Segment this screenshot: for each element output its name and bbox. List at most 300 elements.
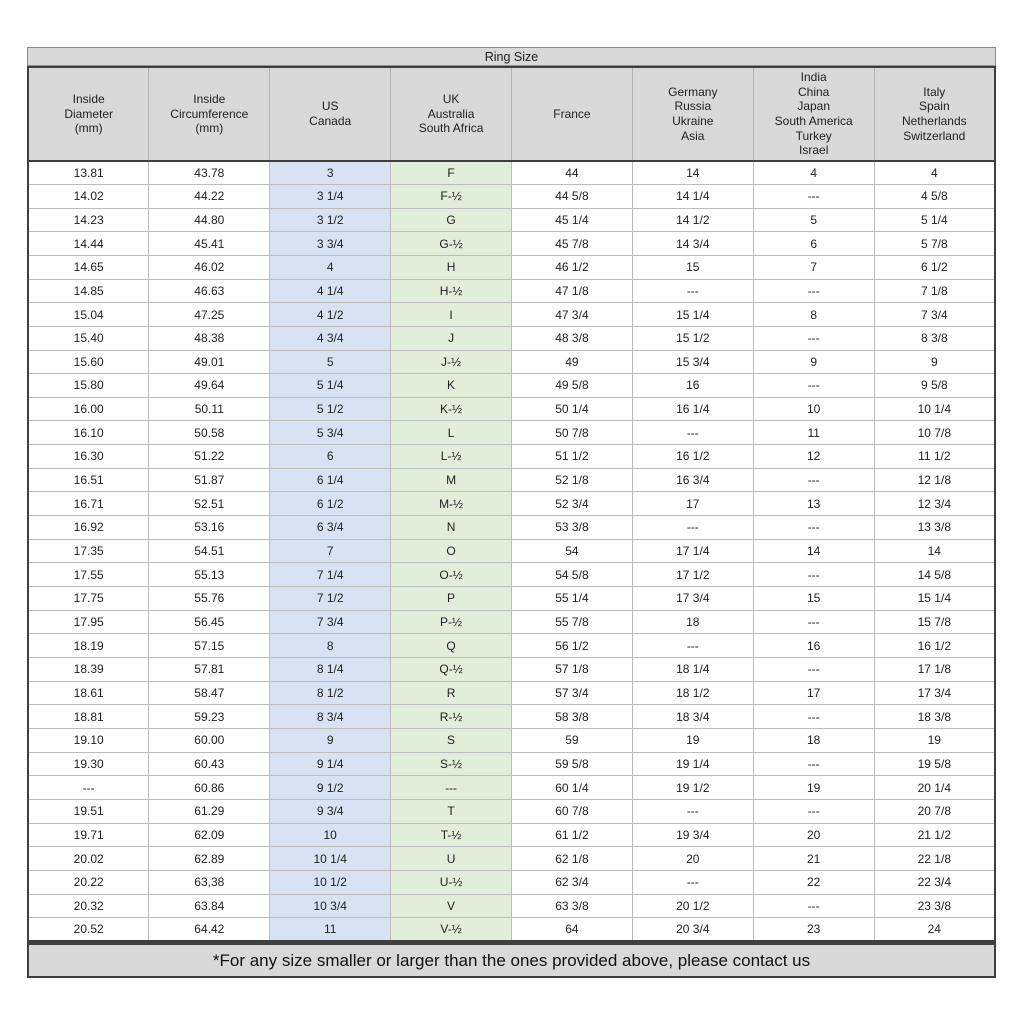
cell-germany-russia-ukraine-asia: 17 1/4 (632, 539, 753, 563)
cell-inside-circumference: 46.02 (149, 255, 270, 279)
cell-uk-australia-south-africa: M-½ (391, 492, 512, 516)
cell-inside-circumference: 50.11 (149, 397, 270, 421)
cell-us-canada: 9 1/2 (270, 776, 391, 800)
cell-inside-circumference: 60.43 (149, 752, 270, 776)
cell-inside-circumference: 58.47 (149, 681, 270, 705)
cell-inside-diameter: 20.52 (28, 918, 149, 942)
cell-inside-diameter: 18.81 (28, 705, 149, 729)
cell-inside-circumference: 49.64 (149, 374, 270, 398)
cell-italy-spain-netherlands-switzerland: 7 1/8 (874, 279, 995, 303)
cell-germany-russia-ukraine-asia: --- (632, 799, 753, 823)
cell-india-china-japan-south-america-turkey-israel: --- (753, 563, 874, 587)
cell-india-china-japan-south-america-turkey-israel: --- (753, 326, 874, 350)
cell-germany-russia-ukraine-asia: 20 1/2 (632, 894, 753, 918)
cell-inside-circumference: 48.38 (149, 326, 270, 350)
cell-india-china-japan-south-america-turkey-israel: 9 (753, 350, 874, 374)
cell-italy-spain-netherlands-switzerland: 13 3/8 (874, 516, 995, 540)
column-header-line: France (553, 106, 591, 121)
cell-italy-spain-netherlands-switzerland: 10 7/8 (874, 421, 995, 445)
cell-uk-australia-south-africa: H (391, 255, 512, 279)
cell-us-canada: 8 (270, 634, 391, 658)
cell-inside-circumference: 64.42 (149, 918, 270, 942)
cell-germany-russia-ukraine-asia: 14 (632, 161, 753, 185)
column-header-line: US (321, 99, 339, 114)
cell-uk-australia-south-africa: P-½ (391, 610, 512, 634)
table-row (28, 729, 995, 753)
cell-uk-australia-south-africa: R-½ (391, 705, 512, 729)
cell-germany-russia-ukraine-asia: 15 3/4 (632, 350, 753, 374)
cell-france: 49 5/8 (512, 374, 633, 398)
cell-italy-spain-netherlands-switzerland: 14 (874, 539, 995, 563)
table-row (28, 634, 995, 658)
cell-us-canada: 8 1/4 (270, 658, 391, 682)
column-header-line: Inside (193, 91, 226, 106)
cell-uk-australia-south-africa: Q (391, 634, 512, 658)
table-row (28, 658, 995, 682)
cell-india-china-japan-south-america-turkey-israel: 19 (753, 776, 874, 800)
cell-germany-russia-ukraine-asia: 18 1/2 (632, 681, 753, 705)
cell-france: 45 1/4 (512, 208, 633, 232)
cell-italy-spain-netherlands-switzerland: 21 1/2 (874, 823, 995, 847)
cell-italy-spain-netherlands-switzerland: 4 (874, 161, 995, 185)
cell-inside-circumference: 55.13 (149, 563, 270, 587)
cell-germany-russia-ukraine-asia: 18 1/4 (632, 658, 753, 682)
cell-india-china-japan-south-america-turkey-israel: --- (753, 516, 874, 540)
cell-us-canada: 5 1/4 (270, 374, 391, 398)
cell-inside-diameter: 19.10 (28, 729, 149, 753)
column-header-line: Spain (918, 99, 950, 114)
column-header-line: Canada (309, 113, 352, 128)
column-header-line: India (800, 70, 827, 84)
cell-india-china-japan-south-america-turkey-israel: 5 (753, 208, 874, 232)
cell-inside-diameter: 17.95 (28, 610, 149, 634)
cell-inside-circumference: 63,38 (149, 870, 270, 894)
cell-italy-spain-netherlands-switzerland: 5 1/4 (874, 208, 995, 232)
table-row (28, 232, 995, 256)
cell-inside-diameter: 15.40 (28, 326, 149, 350)
cell-uk-australia-south-africa: M (391, 468, 512, 492)
cell-france: 49 (512, 350, 633, 374)
cell-uk-australia-south-africa: H-½ (391, 279, 512, 303)
cell-inside-diameter: 18.19 (28, 634, 149, 658)
cell-italy-spain-netherlands-switzerland: 12 3/4 (874, 492, 995, 516)
cell-inside-diameter: 20.22 (28, 870, 149, 894)
cell-us-canada: 10 3/4 (270, 894, 391, 918)
cell-us-canada: 6 1/4 (270, 468, 391, 492)
table-row (28, 161, 995, 185)
cell-inside-diameter: 15.80 (28, 374, 149, 398)
cell-us-canada: 9 (270, 729, 391, 753)
cell-us-canada: 9 3/4 (270, 799, 391, 823)
cell-india-china-japan-south-america-turkey-israel: 22 (753, 870, 874, 894)
cell-inside-diameter: 19.51 (28, 799, 149, 823)
column-header-us-canada (270, 67, 391, 161)
cell-india-china-japan-south-america-turkey-israel: 10 (753, 397, 874, 421)
cell-france: 46 1/2 (512, 255, 633, 279)
table-row (28, 184, 995, 208)
cell-italy-spain-netherlands-switzerland: 14 5/8 (874, 563, 995, 587)
column-header-line: Diameter (64, 106, 114, 121)
cell-us-canada: 4 1/4 (270, 279, 391, 303)
cell-france: 48 3/8 (512, 326, 633, 350)
cell-germany-russia-ukraine-asia: --- (632, 279, 753, 303)
cell-uk-australia-south-africa: V (391, 894, 512, 918)
table-row (28, 350, 995, 374)
cell-uk-australia-south-africa: L-½ (391, 445, 512, 469)
column-header-line: Israel (799, 143, 829, 158)
cell-inside-diameter: 14.65 (28, 255, 149, 279)
column-header-uk-australia-south-africa (391, 67, 512, 161)
cell-india-china-japan-south-america-turkey-israel: 4 (753, 161, 874, 185)
cell-india-china-japan-south-america-turkey-israel: 7 (753, 255, 874, 279)
cell-france: 60 7/8 (512, 799, 633, 823)
cell-inside-circumference: 44.22 (149, 184, 270, 208)
cell-france: 45 7/8 (512, 232, 633, 256)
cell-us-canada: 8 3/4 (270, 705, 391, 729)
footer-note-bar (27, 942, 996, 978)
cell-uk-australia-south-africa: O (391, 539, 512, 563)
table-header (28, 67, 995, 161)
cell-us-canada: 6 (270, 445, 391, 469)
cell-germany-russia-ukraine-asia: 16 3/4 (632, 468, 753, 492)
cell-india-china-japan-south-america-turkey-israel: --- (753, 184, 874, 208)
cell-italy-spain-netherlands-switzerland: 22 1/8 (874, 847, 995, 871)
cell-inside-diameter: 14.02 (28, 184, 149, 208)
cell-inside-circumference: 56.45 (149, 610, 270, 634)
cell-inside-diameter: 16.30 (28, 445, 149, 469)
cell-germany-russia-ukraine-asia: 19 3/4 (632, 823, 753, 847)
cell-uk-australia-south-africa: R (391, 681, 512, 705)
cell-us-canada: 6 1/2 (270, 492, 391, 516)
cell-inside-circumference: 61.29 (149, 799, 270, 823)
chart-title-bar (27, 47, 996, 66)
cell-france: 44 5/8 (512, 184, 633, 208)
cell-italy-spain-netherlands-switzerland: 6 1/2 (874, 255, 995, 279)
table-row (28, 303, 995, 327)
cell-france: 54 (512, 539, 633, 563)
table-row (28, 752, 995, 776)
cell-uk-australia-south-africa: I (391, 303, 512, 327)
cell-us-canada: 7 (270, 539, 391, 563)
cell-france: 56 1/2 (512, 634, 633, 658)
cell-india-china-japan-south-america-turkey-israel: --- (753, 658, 874, 682)
cell-france: 60 1/4 (512, 776, 633, 800)
table-row (28, 397, 995, 421)
cell-india-china-japan-south-america-turkey-israel: --- (753, 705, 874, 729)
cell-germany-russia-ukraine-asia: 19 (632, 729, 753, 753)
table-row (28, 610, 995, 634)
cell-india-china-japan-south-america-turkey-israel: 15 (753, 587, 874, 611)
cell-inside-diameter: 19.30 (28, 752, 149, 776)
cell-inside-circumference: 57.81 (149, 658, 270, 682)
cell-germany-russia-ukraine-asia: 19 1/2 (632, 776, 753, 800)
cell-us-canada: 11 (270, 918, 391, 942)
cell-italy-spain-netherlands-switzerland: 12 1/8 (874, 468, 995, 492)
cell-uk-australia-south-africa: T-½ (391, 823, 512, 847)
column-header-inside-circumference (149, 67, 270, 161)
table-row (28, 255, 995, 279)
cell-uk-australia-south-africa: O-½ (391, 563, 512, 587)
cell-france: 54 5/8 (512, 563, 633, 587)
cell-uk-australia-south-africa: --- (391, 776, 512, 800)
cell-us-canada: 9 1/4 (270, 752, 391, 776)
cell-germany-russia-ukraine-asia: 20 (632, 847, 753, 871)
cell-france: 44 (512, 161, 633, 185)
cell-india-china-japan-south-america-turkey-israel: 6 (753, 232, 874, 256)
cell-uk-australia-south-africa: N (391, 516, 512, 540)
cell-inside-circumference: 44.80 (149, 208, 270, 232)
column-header-line: Japan (797, 99, 831, 114)
cell-inside-diameter: 16.92 (28, 516, 149, 540)
cell-germany-russia-ukraine-asia: 17 3/4 (632, 587, 753, 611)
cell-italy-spain-netherlands-switzerland: 8 3/8 (874, 326, 995, 350)
cell-india-china-japan-south-america-turkey-israel: --- (753, 279, 874, 303)
column-header-line: South America (774, 113, 853, 128)
cell-italy-spain-netherlands-switzerland: 15 1/4 (874, 587, 995, 611)
column-header-line: Inside (72, 91, 105, 106)
cell-inside-circumference: 53.16 (149, 516, 270, 540)
table-row (28, 539, 995, 563)
cell-uk-australia-south-africa: P (391, 587, 512, 611)
cell-germany-russia-ukraine-asia: --- (632, 516, 753, 540)
cell-india-china-japan-south-america-turkey-israel: 21 (753, 847, 874, 871)
column-header-line: Ukraine (672, 113, 714, 128)
cell-france: 52 1/8 (512, 468, 633, 492)
cell-italy-spain-netherlands-switzerland: 7 3/4 (874, 303, 995, 327)
table-row (28, 776, 995, 800)
ring-size-table (27, 66, 996, 942)
cell-india-china-japan-south-america-turkey-israel: 11 (753, 421, 874, 445)
cell-inside-circumference: 46.63 (149, 279, 270, 303)
cell-france: 55 1/4 (512, 587, 633, 611)
cell-india-china-japan-south-america-turkey-israel: --- (753, 894, 874, 918)
cell-india-china-japan-south-america-turkey-israel: --- (753, 799, 874, 823)
cell-inside-diameter: 19.71 (28, 823, 149, 847)
table-row (28, 563, 995, 587)
cell-italy-spain-netherlands-switzerland: 23 3/8 (874, 894, 995, 918)
cell-france: 57 1/8 (512, 658, 633, 682)
table-row (28, 705, 995, 729)
cell-us-canada: 4 3/4 (270, 326, 391, 350)
cell-germany-russia-ukraine-asia: 14 1/2 (632, 208, 753, 232)
cell-germany-russia-ukraine-asia: --- (632, 421, 753, 445)
footer-note: *For any size smaller or larger than the ones provided above, please contact us (212, 950, 811, 970)
table-row (28, 799, 995, 823)
cell-uk-australia-south-africa: U (391, 847, 512, 871)
cell-inside-diameter: 14.85 (28, 279, 149, 303)
column-header-line: South Africa (418, 121, 484, 136)
cell-germany-russia-ukraine-asia: --- (632, 870, 753, 894)
column-header-line: UK (442, 91, 460, 106)
column-header-france (512, 67, 633, 161)
cell-inside-diameter: 18.39 (28, 658, 149, 682)
cell-inside-diameter: 16.51 (28, 468, 149, 492)
cell-us-canada: 7 1/4 (270, 563, 391, 587)
cell-italy-spain-netherlands-switzerland: 17 1/8 (874, 658, 995, 682)
header-row (28, 67, 995, 161)
table-row (28, 847, 995, 871)
cell-inside-diameter: 17.55 (28, 563, 149, 587)
cell-us-canada: 5 (270, 350, 391, 374)
cell-uk-australia-south-africa: S-½ (391, 752, 512, 776)
cell-italy-spain-netherlands-switzerland: 19 5/8 (874, 752, 995, 776)
cell-germany-russia-ukraine-asia: 15 1/2 (632, 326, 753, 350)
cell-inside-diameter: 13.81 (28, 161, 149, 185)
cell-uk-australia-south-africa: K (391, 374, 512, 398)
cell-france: 50 1/4 (512, 397, 633, 421)
cell-us-canada: 7 3/4 (270, 610, 391, 634)
cell-france: 64 (512, 918, 633, 942)
cell-uk-australia-south-africa: F (391, 161, 512, 185)
table-row (28, 870, 995, 894)
cell-inside-diameter: 17.75 (28, 587, 149, 611)
cell-france: 52 3/4 (512, 492, 633, 516)
cell-uk-australia-south-africa: J-½ (391, 350, 512, 374)
cell-france: 59 (512, 729, 633, 753)
cell-france: 47 1/8 (512, 279, 633, 303)
cell-inside-circumference: 63.84 (149, 894, 270, 918)
cell-india-china-japan-south-america-turkey-israel: --- (753, 752, 874, 776)
cell-uk-australia-south-africa: J (391, 326, 512, 350)
cell-inside-diameter: 15.60 (28, 350, 149, 374)
cell-germany-russia-ukraine-asia: 15 (632, 255, 753, 279)
cell-us-canada: 3 (270, 161, 391, 185)
cell-india-china-japan-south-america-turkey-israel: --- (753, 468, 874, 492)
cell-germany-russia-ukraine-asia: 14 1/4 (632, 184, 753, 208)
cell-india-china-japan-south-america-turkey-israel: 17 (753, 681, 874, 705)
cell-france: 57 3/4 (512, 681, 633, 705)
cell-france: 55 7/8 (512, 610, 633, 634)
cell-india-china-japan-south-america-turkey-israel: --- (753, 374, 874, 398)
cell-uk-australia-south-africa: U-½ (391, 870, 512, 894)
cell-france: 62 3/4 (512, 870, 633, 894)
table-row (28, 326, 995, 350)
column-header-line: Turkey (795, 128, 832, 143)
cell-inside-diameter: 16.00 (28, 397, 149, 421)
cell-us-canada: 10 1/2 (270, 870, 391, 894)
cell-italy-spain-netherlands-switzerland: 11 1/2 (874, 445, 995, 469)
cell-france: 53 3/8 (512, 516, 633, 540)
cell-us-canada: 4 1/2 (270, 303, 391, 327)
column-header-line: China (798, 84, 830, 99)
chart-title: Ring Size (484, 49, 539, 64)
cell-italy-spain-netherlands-switzerland: 10 1/4 (874, 397, 995, 421)
cell-france: 47 3/4 (512, 303, 633, 327)
cell-italy-spain-netherlands-switzerland: 9 5/8 (874, 374, 995, 398)
column-header-line: Germany (668, 84, 718, 99)
cell-france: 51 1/2 (512, 445, 633, 469)
cell-inside-diameter: 14.44 (28, 232, 149, 256)
cell-india-china-japan-south-america-turkey-israel: 13 (753, 492, 874, 516)
cell-italy-spain-netherlands-switzerland: 4 5/8 (874, 184, 995, 208)
cell-us-canada: 5 3/4 (270, 421, 391, 445)
cell-uk-australia-south-africa: T (391, 799, 512, 823)
cell-inside-diameter: 16.10 (28, 421, 149, 445)
cell-inside-diameter: 14.23 (28, 208, 149, 232)
cell-france: 50 7/8 (512, 421, 633, 445)
cell-inside-circumference: 57.15 (149, 634, 270, 658)
column-header-line: Asia (681, 128, 705, 143)
cell-germany-russia-ukraine-asia: 20 3/4 (632, 918, 753, 942)
column-header-line: Circumference (170, 106, 249, 121)
cell-inside-circumference: 54.51 (149, 539, 270, 563)
cell-india-china-japan-south-america-turkey-israel: 8 (753, 303, 874, 327)
cell-us-canada: 3 1/4 (270, 184, 391, 208)
column-header-line: Switzerland (903, 128, 966, 143)
cell-uk-australia-south-africa: G-½ (391, 232, 512, 256)
cell-uk-australia-south-africa: G (391, 208, 512, 232)
cell-italy-spain-netherlands-switzerland: 22 3/4 (874, 870, 995, 894)
cell-us-canada: 10 (270, 823, 391, 847)
cell-inside-circumference: 51.22 (149, 445, 270, 469)
cell-uk-australia-south-africa: S (391, 729, 512, 753)
cell-inside-diameter: 18.61 (28, 681, 149, 705)
cell-india-china-japan-south-america-turkey-israel: 23 (753, 918, 874, 942)
cell-uk-australia-south-africa: L (391, 421, 512, 445)
cell-india-china-japan-south-america-turkey-israel: 12 (753, 445, 874, 469)
cell-italy-spain-netherlands-switzerland: 18 3/8 (874, 705, 995, 729)
cell-uk-australia-south-africa: F-½ (391, 184, 512, 208)
cell-inside-diameter: 16.71 (28, 492, 149, 516)
cell-inside-circumference: 62.09 (149, 823, 270, 847)
cell-india-china-japan-south-america-turkey-israel: --- (753, 610, 874, 634)
column-header-line: Australia (427, 106, 475, 121)
cell-inside-circumference: 52.51 (149, 492, 270, 516)
table-body (28, 161, 995, 942)
cell-india-china-japan-south-america-turkey-israel: 18 (753, 729, 874, 753)
cell-india-china-japan-south-america-turkey-israel: 14 (753, 539, 874, 563)
column-header-line: Netherlands (901, 113, 967, 128)
table-row (28, 681, 995, 705)
column-header-italy-spain-netherlands-switzerland (874, 67, 995, 161)
table-row (28, 445, 995, 469)
cell-germany-russia-ukraine-asia: 17 1/2 (632, 563, 753, 587)
cell-india-china-japan-south-america-turkey-israel: 20 (753, 823, 874, 847)
cell-italy-spain-netherlands-switzerland: 5 7/8 (874, 232, 995, 256)
cell-us-canada: 4 (270, 255, 391, 279)
cell-inside-diameter: 17.35 (28, 539, 149, 563)
cell-us-canada: 3 1/2 (270, 208, 391, 232)
cell-italy-spain-netherlands-switzerland: 19 (874, 729, 995, 753)
cell-inside-circumference: 50.58 (149, 421, 270, 445)
cell-inside-circumference: 55.76 (149, 587, 270, 611)
cell-italy-spain-netherlands-switzerland: 9 (874, 350, 995, 374)
column-header-inside-diameter (28, 67, 149, 161)
cell-germany-russia-ukraine-asia: 14 3/4 (632, 232, 753, 256)
cell-us-canada: 3 3/4 (270, 232, 391, 256)
column-header-india-china-japan-south-america-turkey-israel (753, 67, 874, 161)
cell-germany-russia-ukraine-asia: 17 (632, 492, 753, 516)
table-row (28, 279, 995, 303)
cell-uk-australia-south-africa: V-½ (391, 918, 512, 942)
table-row (28, 374, 995, 398)
cell-italy-spain-netherlands-switzerland: 20 7/8 (874, 799, 995, 823)
cell-us-canada: 6 3/4 (270, 516, 391, 540)
cell-germany-russia-ukraine-asia: 19 1/4 (632, 752, 753, 776)
cell-italy-spain-netherlands-switzerland: 15 7/8 (874, 610, 995, 634)
column-header-line: (mm) (74, 121, 103, 136)
cell-italy-spain-netherlands-switzerland: 17 3/4 (874, 681, 995, 705)
cell-italy-spain-netherlands-switzerland: 20 1/4 (874, 776, 995, 800)
cell-germany-russia-ukraine-asia: 15 1/4 (632, 303, 753, 327)
column-header-line: Italy (923, 84, 946, 99)
column-header-germany-russia-ukraine-asia (632, 67, 753, 161)
cell-france: 63 3/8 (512, 894, 633, 918)
cell-inside-diameter: 20.02 (28, 847, 149, 871)
ring-size-chart (27, 47, 996, 978)
cell-inside-circumference: 49.01 (149, 350, 270, 374)
cell-france: 62 1/8 (512, 847, 633, 871)
